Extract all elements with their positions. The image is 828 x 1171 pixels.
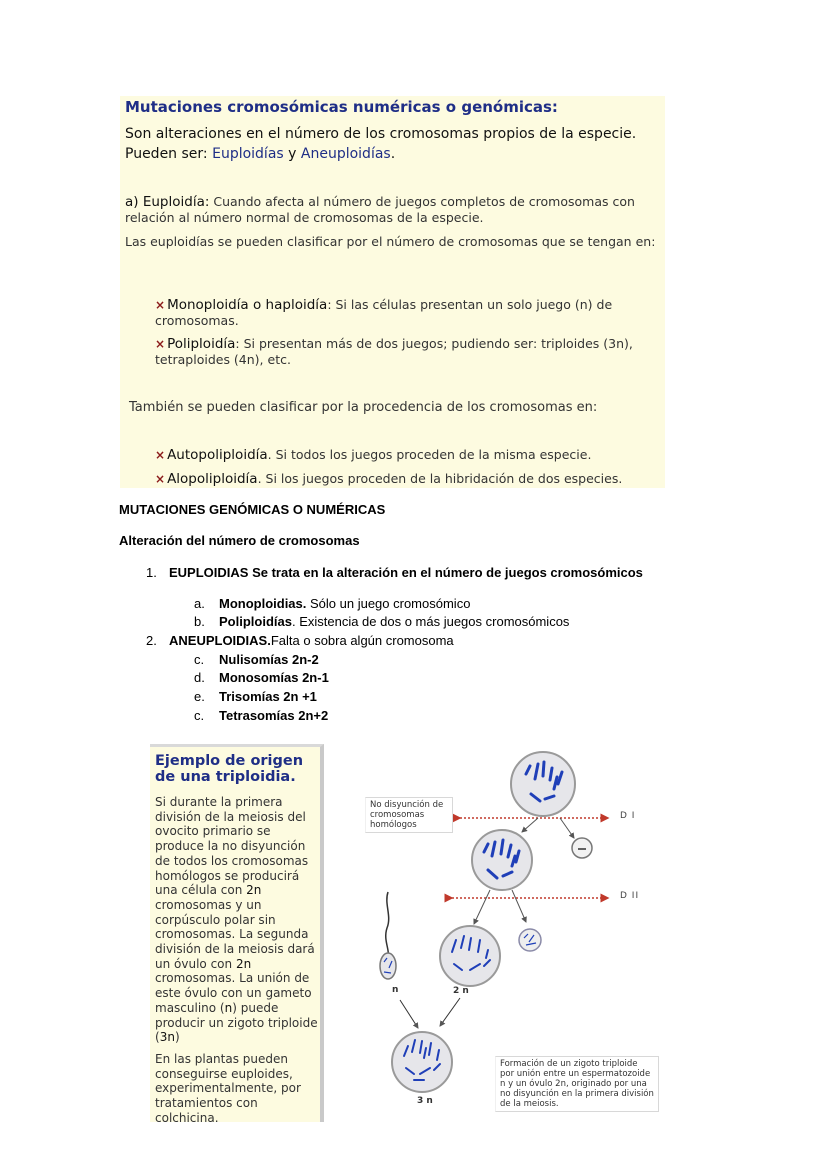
sperm-cell (380, 892, 396, 979)
label-sperm-n: n (392, 985, 399, 995)
cross-bullet-icon: × (155, 472, 166, 486)
term-aneuploidias: Aneuploidías (300, 146, 391, 162)
box-title: Mutaciones cromosómicas numéricas o genómicas: (125, 98, 558, 116)
classification-by-origin: También se pueden clasificar por la procedencia de los cromosomas en: (129, 400, 598, 415)
euploidia-definition: a) Euploidía: Cuando afecta al número de juegos completos de cromosomas con relación al número normal de cromosomas de la especie. (125, 194, 635, 225)
triploidy-explanation-box (150, 744, 324, 1125)
note-nondisjunction: No disyunción de cromosomas homólogos (365, 797, 453, 833)
label-zygote-3n: 3 n (417, 1096, 433, 1106)
label-second-division: D II (620, 891, 640, 901)
list-letter: b. (194, 614, 205, 629)
polar-body-empty (572, 838, 592, 858)
list-item-poliploidias: Poliploidías. Existencia de dos o más juegos cromosómicos (219, 614, 570, 629)
term-euploidias: Euploidías (212, 146, 284, 162)
box-intro: Son alteraciones en el número de los cromosomas propios de la especie. Pueden ser: Euploidías y Aneuploidías. (125, 126, 637, 162)
item-autopoliploidia: × Autopoliploidía. Si todos los juegos proceden de la misma especie. (155, 447, 592, 463)
list-item-monosomias: Monosomías 2n-1 (219, 670, 329, 685)
section-heading: MUTACIONES GENÓMICAS O NUMÉRICAS (119, 502, 386, 517)
list-number: 1. (146, 565, 157, 580)
cross-bullet-icon: × (155, 448, 166, 462)
list-item-tetrasomias: Tetrasomías 2n+2 (219, 708, 329, 723)
item-alopoliploidia: × Alopoliploidía. Si los juegos proceden de la hibridación de dos especies. (155, 471, 623, 487)
cross-bullet-icon: × (155, 337, 166, 351)
list-number: 2. (146, 633, 157, 648)
classification-by-number: Las euploidías se pueden clasificar por el número de cromosomas que se tengan en: (125, 234, 656, 249)
secondary-oocyte-cell (472, 830, 532, 890)
item-monoploidia: × Monoploidía o haploidía: Si las células presentan un solo juego (n) de cromosomas. (155, 297, 613, 328)
item-poliploidia: × Poliploidía: Si presentan más de dos juegos; pudiendo ser: triploides (3n), tetraploides (4n), etc. (155, 336, 633, 367)
figure-title: Ejemplo de origen de una triploidia. (155, 753, 304, 785)
triploid-zygote-cell (392, 1032, 452, 1092)
label-ovum-2n: 2 n (453, 986, 469, 996)
list-letter: d. (194, 670, 205, 685)
label-first-division: D I (620, 811, 636, 821)
list-item-aneuploidias: ANEUPLOIDIAS.Falta o sobra algún cromosoma (169, 633, 454, 648)
polar-body-2n (519, 929, 541, 951)
primary-oocyte-cell (511, 752, 575, 816)
note-zygote-formation: Formación de un zigoto triploide por unión entre un espermatozoide n y un óvulo 2n, originado por una no disyunción en la primera división de la meiosis. (495, 1056, 659, 1112)
list-letter: c. (194, 708, 205, 723)
section-subheading: Alteración del número de cromosomas (119, 533, 360, 548)
figure-paragraph-plants: En las plantas pueden conseguirse euploides, experimentalmente, por tratamientos con colchicina. (155, 1052, 301, 1125)
list-item-nulisomias: Nulisomías 2n-2 (219, 652, 319, 667)
euploidia-summary-box (120, 96, 665, 488)
list-item-monoploidias: Monoploidias. Sólo un juego cromosómico (219, 596, 471, 611)
list-item-trisomias: Trisomías 2n +1 (219, 689, 317, 704)
figure-paragraph-meiosis: Si durante la primera división de la meiosis del ovocito primario se produce la no disyunción de todos los cromosomas homólogos se producirá una célula con 2n cromosomas y un corpúsculo polar sin cromosomas. La segunda división de la meiosis dará un óvulo con 2n cromosomas. La unión de este óvulo con un gameto masculino (n) puede producir un zigoto triploide (3n) (155, 795, 318, 1045)
ovum-2n-cell (440, 926, 500, 986)
cross-bullet-icon: × (155, 298, 166, 312)
list-letter: c. (194, 652, 205, 667)
list-item-euploidias: EUPLOIDIAS Se trata en la alteración en el número de juegos cromosómicos (169, 565, 643, 580)
list-letter: e. (194, 689, 205, 704)
list-letter: a. (194, 596, 205, 611)
